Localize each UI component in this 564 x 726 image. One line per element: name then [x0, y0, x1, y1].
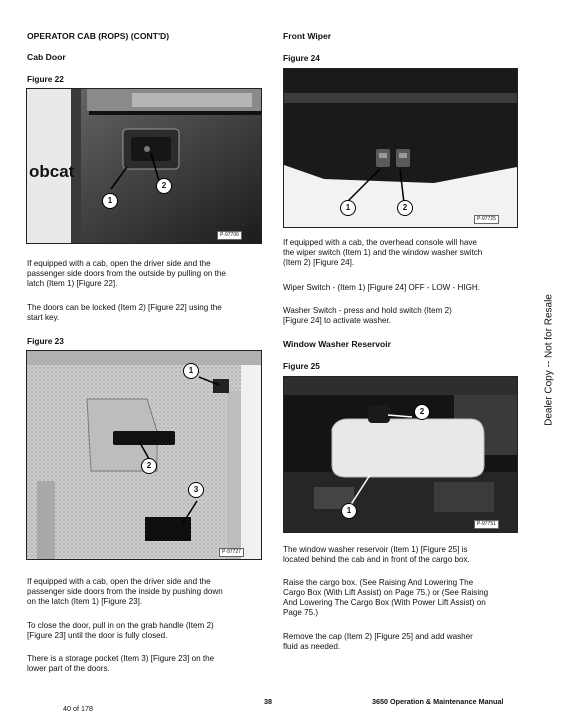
- text-line: Page 75.): [283, 608, 319, 617]
- figure-24-callout-1: 1: [340, 200, 356, 216]
- text-line: Cargo Box (With Lift Assist) on Page 75.) or (See Raising: [283, 588, 489, 597]
- text-line: passenger side doors from the outside by pulling on the: [27, 269, 226, 278]
- text-line: Wiper Switch - (Item 1) [Figure 24] OFF - LOW - HIGH.: [283, 283, 480, 292]
- left-paragraph-3: [27, 577, 223, 607]
- text-line: the wiper switch (Item 1) and the window washer switch: [283, 248, 483, 257]
- text-line: Raise the cargo box. (See Raising And Lowering The: [283, 578, 474, 587]
- cab-door-exterior-image: [27, 89, 261, 243]
- text-line: latch (Item 1) [Figure 22].: [27, 279, 118, 288]
- figure-22-callout-1: 1: [102, 193, 118, 209]
- text-line: lower part of the doors.: [27, 664, 110, 673]
- figure-23-code: P-97727: [219, 548, 244, 557]
- text-line: There is a storage pocket (Item 3) [Figure 23] on the: [27, 654, 215, 663]
- footer-page-number: 38: [264, 697, 272, 706]
- text-line: The window washer reservoir (Item 1) [Figure 25] is: [283, 545, 468, 554]
- text-line: [Figure 23] until the door is fully closed.: [27, 631, 168, 640]
- figure-23-callout-1: 1: [183, 363, 199, 379]
- text-line: The doors can be locked (Item 2) [Figure 22] using the: [27, 303, 222, 312]
- subsection-cab-door: Cab Door: [27, 52, 66, 62]
- left-paragraph-1: [27, 259, 226, 289]
- figure-24-label: Figure 24: [283, 53, 320, 63]
- text-line: fluid as needed.: [283, 642, 341, 651]
- figure-24-callout-2: 2: [397, 200, 413, 216]
- left-paragraph-2: [27, 303, 222, 323]
- text-line: on the latch (Item 1) [Figure 23].: [27, 597, 143, 606]
- figure-23-label: Figure 23: [27, 336, 64, 346]
- figure-25-code: P-97751: [474, 520, 499, 529]
- right-paragraph-4: [283, 545, 470, 565]
- figure-25-photo: [283, 376, 518, 533]
- washer-reservoir-image: [284, 377, 517, 532]
- text-line: passenger side doors from the inside by pushing down: [27, 587, 223, 596]
- text-line: To close the door, pull in on the grab handle (Item 2): [27, 621, 214, 630]
- text-line: Remove the cap (Item 2) [Figure 25] and add washer: [283, 632, 473, 641]
- text-line: located behind the cab and in front of the cargo box.: [283, 555, 470, 564]
- text-line: If equipped with a cab, open the driver side and the: [27, 577, 211, 586]
- text-line: (Item 2) [Figure 24].: [283, 258, 355, 267]
- left-paragraph-5: [27, 654, 214, 674]
- cab-door-interior-image: [27, 351, 261, 559]
- figure-24-photo: [283, 68, 518, 228]
- figure-23-callout-3: 3: [188, 482, 204, 498]
- figure-22-code: P-97706: [217, 231, 242, 240]
- footer-page-count: 40 of 178: [63, 704, 93, 713]
- front-wiper-header: Front Wiper: [283, 31, 332, 41]
- dealer-copy-side-text: Dealer Copy -- Not for Resale: [543, 294, 555, 426]
- washer-reservoir-header: Window Washer Reservoir: [283, 339, 392, 349]
- footer-manual-title: 3650 Operation & Maintenance Manual: [372, 697, 504, 706]
- right-paragraph-1: [283, 238, 482, 268]
- text-line: Washer Switch - press and hold switch (Item 2): [283, 306, 452, 315]
- figure-25-label: Figure 25: [283, 361, 320, 371]
- text-line: If equipped with a cab, open the driver side and the: [27, 259, 211, 268]
- figure-25-callout-1: 1: [341, 503, 357, 519]
- figure-22-callout-2: 2: [156, 178, 172, 194]
- right-paragraph-5: [283, 578, 488, 618]
- text-line: start key.: [27, 313, 60, 322]
- figure-25-callout-2: 2: [414, 404, 430, 420]
- right-paragraph-6: [283, 632, 473, 652]
- figure-24-code: P-97725: [474, 215, 499, 224]
- section-header: OPERATOR CAB (ROPS) (CONT'D): [27, 31, 170, 41]
- figure-23-photo: [26, 350, 262, 560]
- right-paragraph-2: [283, 283, 480, 293]
- text-line: And Lowering The Cargo Box (With Power Lift Assist) on: [283, 598, 486, 607]
- bobcat-logo-text: obcat: [29, 162, 75, 181]
- figure-22-label: Figure 22: [27, 74, 64, 84]
- figure-23-callout-2: 2: [141, 458, 157, 474]
- text-line: [Figure 24] to activate washer.: [283, 316, 391, 325]
- text-line: If equipped with a cab, the overhead console will have: [283, 238, 477, 247]
- figure-22-photo: [26, 88, 262, 244]
- left-paragraph-4: [27, 621, 214, 641]
- right-paragraph-3: [283, 306, 452, 326]
